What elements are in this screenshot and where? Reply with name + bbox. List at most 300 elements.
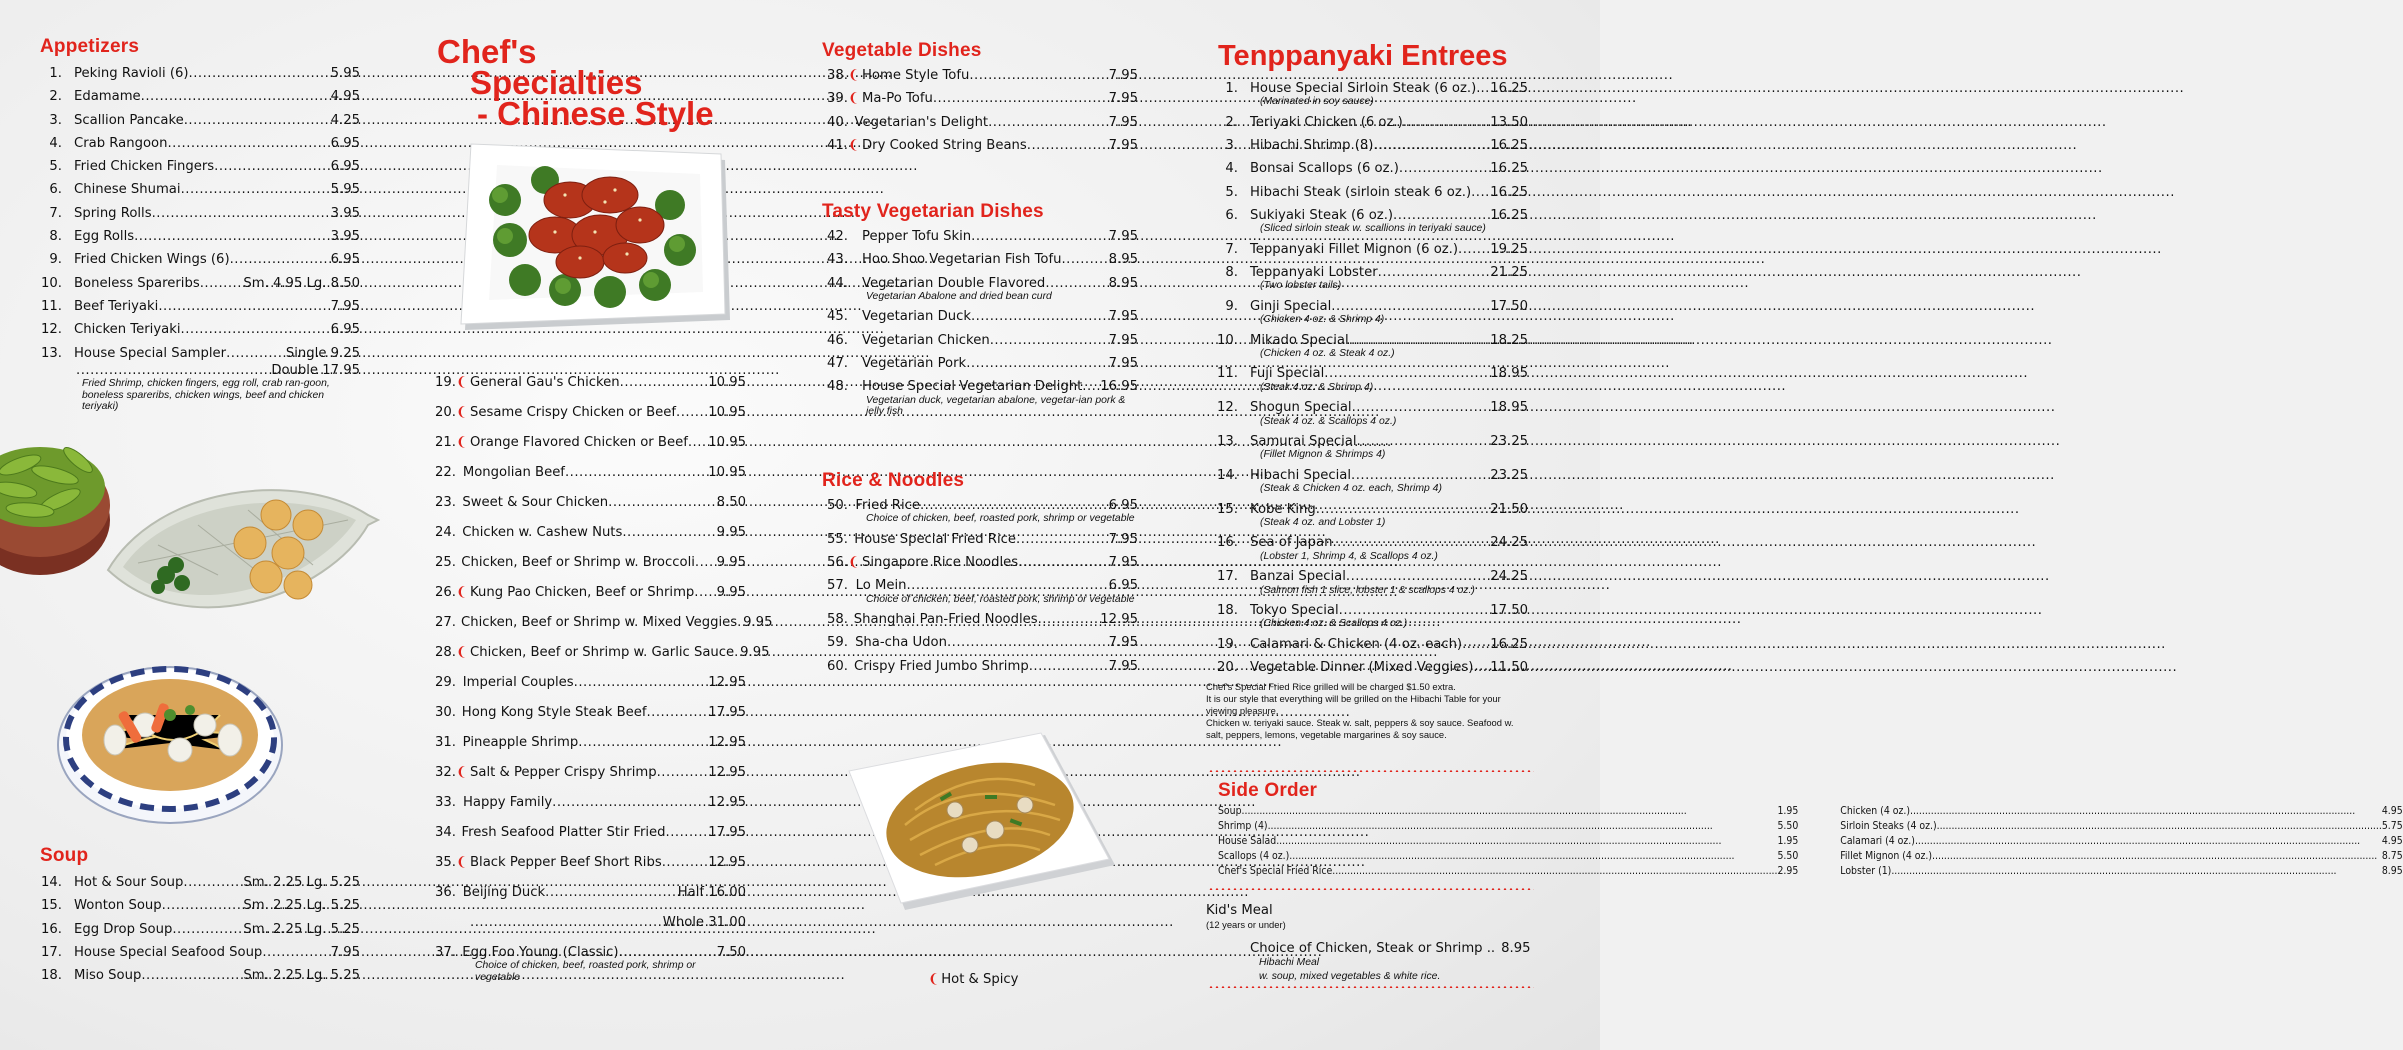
- hot-pepper-icon: ❨: [456, 375, 468, 390]
- kids-meal-item: Choice of Chicken, Steak or Shrimp .. 8.95: [1250, 940, 1531, 956]
- side-order-item: Soup ..... 1.95: [1218, 804, 1798, 819]
- item-description: Vegetarian Abalone and dried bean curd: [866, 290, 1052, 302]
- side-order-item: House Salad ..... 1.95: [1218, 834, 1798, 849]
- item-number: 14.: [1217, 467, 1238, 483]
- lo-mein-plate-photo: [845, 735, 1117, 910]
- item-number: 8.: [1225, 265, 1238, 281]
- item-price: 5.95: [330, 182, 360, 198]
- item-name: Egg Rolls: [74, 229, 135, 245]
- item-number: 34.: [435, 825, 456, 840]
- item-number: 28.: [435, 645, 456, 660]
- kids-meal-section: [1206, 903, 1536, 986]
- item-name: Chicken w. Cashew Nuts: [462, 525, 623, 540]
- item-price: 8.95: [1108, 252, 1138, 268]
- hot-pepper-icon: ❨: [928, 972, 940, 987]
- menu-item-33: [430, 788, 746, 818]
- kids-meal-age: (12 years or under): [1206, 919, 1286, 930]
- item-number: 16.: [1217, 535, 1238, 551]
- item-number: 41.: [827, 137, 848, 153]
- tasty-vegetarian-section: [822, 201, 1138, 421]
- kids-meal-divider: [1208, 986, 1534, 988]
- tenppanyaki-list: [1206, 77, 1528, 740]
- item-price: 9.95: [743, 615, 773, 630]
- tenppanyaki-notes: Chef's Special Fried Rice grilled will be charged $1.50 extra. It is our style that everything will be grilled on the Hibachi Table for your viewing pleasure. Chicken w. teriyaki sauce. Steak w. salt, peppers & soy sauce. Seafood w. salt, peppers, lemons, vegetable margarines & soy sauce.: [1206, 681, 1514, 740]
- item-name: Egg Drop Soup: [74, 921, 173, 937]
- menu-item-35: [430, 848, 746, 878]
- item-name: Tokyo Special: [1250, 603, 1339, 619]
- item-name: Beef Teriyaki: [74, 298, 159, 314]
- menu-item-36: [430, 878, 746, 908]
- item-price: 6.95: [330, 135, 360, 151]
- item-price: 7.95: [1108, 658, 1138, 674]
- item-number: 6.: [49, 182, 62, 198]
- item-price: 8.50: [716, 495, 746, 510]
- menu-item-40: [822, 111, 1138, 134]
- item-name: Boneless Spareribs: [74, 275, 200, 291]
- item-price: 18.95: [1490, 400, 1528, 416]
- item-name: Chicken, Beef or Shrimp w. Broccoli: [461, 555, 695, 570]
- menu-item-2: [1210, 111, 1528, 134]
- item-price: 4.25: [330, 112, 360, 128]
- item-price: 10.95: [708, 405, 746, 420]
- item-price: Half 16.00: [677, 885, 746, 900]
- item-number: 30.: [435, 705, 456, 720]
- item-price: 9.95: [716, 555, 746, 570]
- item-number: 16.: [41, 921, 62, 937]
- duck-whole-row: [430, 908, 746, 938]
- item-price: 12.95: [708, 855, 746, 870]
- item-name: Banzai Special: [1250, 569, 1346, 585]
- menu-item-3: [1210, 134, 1528, 157]
- item-price: 6.95: [330, 252, 360, 268]
- item-price: 16.25: [1490, 184, 1528, 200]
- item-number: 3.: [49, 112, 62, 128]
- item-description: (Chicken 4 oz. & Shrimp 4): [1260, 314, 1385, 326]
- item-number: 22.: [435, 465, 456, 480]
- side-order-divider-bottom: [1208, 888, 1534, 890]
- menu-item-45: [822, 305, 1138, 328]
- item-name: Black Pepper Beef Short Ribs: [470, 855, 662, 870]
- item-number: 17.: [1217, 569, 1238, 585]
- item-number: 10.: [1217, 332, 1238, 348]
- item-name: Teriyaki Chicken (6 oz.): [1250, 114, 1403, 130]
- side-order-item: Chef's Special Fried Rice ..... 2.95: [1218, 864, 1798, 879]
- item-number: 5.: [1225, 184, 1238, 200]
- kids-meal-line2: w. soup, mixed vegetables & white rice.: [1259, 971, 1441, 983]
- menu-item-8: [40, 225, 360, 248]
- item-price: 7.95: [1108, 68, 1138, 83]
- side-order-item: Chicken (4 oz.) ..... 4.95: [1840, 804, 2402, 819]
- menu-item-20: [1210, 656, 1528, 679]
- menu-item-25: [430, 548, 746, 578]
- item-number: 4.: [1225, 161, 1238, 177]
- duck-whole-price: Whole 31.00: [662, 915, 746, 930]
- menu-item-58: [822, 608, 1138, 631]
- item-number: 11.: [1217, 366, 1238, 382]
- item-name: Kobe King: [1250, 501, 1316, 517]
- sampler-double-price: Double 17.95: [271, 362, 360, 378]
- hot-pepper-icon: ❨: [848, 137, 860, 153]
- item-name: Bonsai Scallops (6 oz.): [1250, 161, 1399, 177]
- item-name: Vegetarian Chicken: [862, 332, 990, 348]
- item-price: 10.95: [708, 375, 746, 390]
- item-name: Ginji Special: [1250, 298, 1332, 314]
- item-name: Imperial Couples: [462, 675, 574, 690]
- item-number: 20.: [1217, 660, 1238, 676]
- item-price: 21.25: [1490, 265, 1528, 281]
- item-price: 7.95: [1108, 91, 1138, 107]
- item-price: 17.50: [1490, 298, 1528, 314]
- menu-item-30: [430, 698, 746, 728]
- item-name: Ma-Po Tofu: [862, 91, 933, 107]
- hot-pepper-icon: ❨: [848, 91, 860, 107]
- item-price: 16.25: [1490, 138, 1528, 154]
- item-price: Sm. 2.25 Lg. 5.25: [243, 875, 360, 890]
- item-name: Peking Ravioli (6): [74, 66, 189, 81]
- item-number: 3.: [1225, 138, 1238, 154]
- item-number: 13.: [41, 345, 62, 361]
- item-name: House Special Sirloin Steak (6 oz.).: [1250, 81, 1481, 96]
- item-price: 16.25: [1490, 161, 1528, 177]
- rice-noodles-heading: Rice & Noodles: [822, 470, 965, 491]
- item-number: 55.: [827, 531, 848, 547]
- item-number: 33.: [435, 795, 456, 810]
- item-description: (Chicken 4 oz. & Scallops 4 oz.): [1260, 618, 1408, 630]
- item-price: 23.25: [1490, 467, 1528, 483]
- side-order-section: [1218, 780, 2403, 879]
- item-number: 25.: [435, 555, 456, 570]
- item-name: Vegetarian Double Flavored: [862, 275, 1046, 291]
- item-price: Sm. 2.25 Lg. 5.25: [243, 898, 360, 914]
- side-order-item: Shrimp (4) ..... 5.50: [1218, 819, 1798, 834]
- item-name: Sesame Crispy Chicken or Beef: [470, 405, 677, 420]
- item-name: Miso Soup: [74, 968, 142, 984]
- item-name: Dry Cooked String Beans: [862, 137, 1027, 153]
- vegetable-dishes-heading: Vegetable Dishes: [822, 40, 982, 61]
- item-price: Sm. 2.25 Lg. 5.25: [243, 921, 360, 937]
- side-order-item: Calamari (4 oz.) ..... 4.95: [1840, 834, 2402, 849]
- menu-item-37: 37. Egg Foo Young (Classic) ..... 7.50: [430, 938, 746, 968]
- item-price: 7.95: [1108, 332, 1138, 348]
- item-description: Choice of chicken, beef, roasted pork, shrimp or vegetable: [866, 593, 1135, 605]
- item-name: Calamari & Chicken (4 oz. each): [1250, 636, 1463, 652]
- menu-item-46: [822, 329, 1138, 352]
- item-name: Sea of Japan: [1250, 535, 1333, 551]
- item-price: 10.95: [708, 435, 746, 450]
- item-name: Happy Family: [463, 795, 553, 810]
- item-price: 18.95: [1490, 366, 1528, 382]
- item-name: Hot & Sour Soup: [74, 875, 184, 890]
- item-number: 7.: [49, 205, 62, 221]
- item-description: (Sliced sirloin steak w. scallions in teriyaki sauce): [1260, 223, 1486, 235]
- item-price: 18.25: [1490, 332, 1528, 348]
- item-price: Sm. 4.95 Lg. 8.50: [243, 275, 360, 291]
- item-number: 2.: [49, 89, 62, 105]
- item-number: 56.: [827, 555, 848, 571]
- menu-item-3: [40, 109, 360, 132]
- item-name: Teppanyaki Fillet Mignon (6 oz.): [1250, 241, 1459, 257]
- item-price: 21.50: [1490, 501, 1528, 517]
- item-price: 9.95: [716, 525, 746, 540]
- item-name: Hong Kong Style Steak Beef: [461, 705, 647, 720]
- soup-list: [40, 871, 360, 987]
- item-name: Chicken, Beef or Shrimp w. Mixed Veggies: [461, 615, 738, 630]
- item-price: 11.50: [1490, 660, 1528, 676]
- rice-noodles-section: [822, 470, 1138, 678]
- item-number: 45.: [827, 309, 848, 325]
- item-name: Vegetable Dinner (Mixed Veggies): [1250, 660, 1474, 676]
- item-number: 31.: [435, 735, 456, 750]
- menu-item-55: [822, 528, 1138, 551]
- item-name: Salt & Pepper Crispy Shrimp: [470, 765, 657, 780]
- menu-item-56: [822, 551, 1138, 574]
- item-name: Edamame: [74, 89, 141, 105]
- item-description: (Two lobster tails): [1260, 280, 1342, 292]
- menu-item-5: [40, 155, 360, 178]
- item-name: Chinese Shumai: [74, 182, 181, 198]
- item-number: 57.: [827, 578, 848, 594]
- item-name: Mikado Special: [1250, 332, 1349, 348]
- item-price: 6.95: [330, 322, 360, 338]
- item-name: House Special Seafood Soup: [74, 944, 263, 960]
- menu-item-59: [822, 631, 1138, 654]
- edamame-bowl-photo: [0, 425, 110, 580]
- item-price: 7.95: [330, 298, 360, 314]
- column-appetizers-soup: [40, 36, 360, 416]
- menu-item-7: [1210, 238, 1528, 261]
- item-number: 26.: [435, 585, 456, 600]
- item-number: 1.: [49, 66, 62, 81]
- side-order-item: Scallops (4 oz.) ..... 5.50: [1218, 849, 1798, 864]
- item-number: 2.: [1225, 114, 1238, 130]
- chefs-specialties-title: Chef's Specialties - Chinese Style: [437, 33, 714, 132]
- item-price: 7.95: [1108, 635, 1138, 651]
- item-number: 21.: [435, 435, 456, 450]
- item-price: 8.95: [1108, 275, 1138, 291]
- item-name: Fried Chicken Wings (6): [74, 252, 230, 268]
- item-price: 12.95: [708, 735, 746, 750]
- appetizers-list: [40, 62, 360, 365]
- item-number: 39.: [827, 91, 848, 107]
- item-name: Hibachi Steak (sirloin steak 6 oz.): [1250, 184, 1472, 200]
- sesame-chicken-plate-photo: [445, 140, 745, 340]
- item-name: Orange Flavored Chicken or Beef: [470, 435, 688, 450]
- hot-pepper-icon: ❨: [456, 405, 468, 420]
- item-name: Vegetarian Duck: [862, 309, 971, 325]
- item-name: Chicken Teriyaki: [74, 322, 181, 338]
- item-number: 19.: [435, 375, 456, 390]
- item-price: 12.95: [708, 675, 746, 690]
- menu-item-28: [430, 638, 770, 668]
- item-number: 15.: [1217, 501, 1238, 517]
- item-description: (Steak 4 oz. & Scallops 4 oz.): [1260, 415, 1397, 427]
- item-name: Vegetarian's Delight: [854, 114, 989, 130]
- item-price: 3.95: [330, 229, 360, 245]
- item-number: 29.: [435, 675, 456, 690]
- egg-foo-description: Choice of chicken, beef, roasted pork, shrimp or vegetable: [475, 960, 696, 983]
- item-name: House Special Vegetarian Delight: [862, 379, 1083, 395]
- item-name: Pepper Tofu Skin: [862, 229, 972, 244]
- item-price: 7.95: [1108, 555, 1138, 571]
- item-price: 24.25: [1490, 569, 1528, 585]
- item-number: 8.: [49, 229, 62, 245]
- item-price: 13.50: [1490, 114, 1528, 130]
- menu-item-4: [40, 132, 360, 155]
- item-number: 15.: [41, 898, 62, 914]
- item-number: 32.: [435, 765, 456, 780]
- item-price: 6.95: [330, 159, 360, 175]
- menu-item-10: [40, 272, 360, 295]
- item-number: 36.: [435, 885, 456, 900]
- item-price: 3.95: [330, 205, 360, 221]
- item-number: 43.: [827, 252, 848, 268]
- item-price: 7.95: [1108, 355, 1138, 371]
- item-price: 7.95: [1108, 114, 1138, 130]
- item-number: 42.: [827, 229, 848, 244]
- item-description: (Chicken 4 oz. & Steak 4 oz.): [1260, 347, 1395, 359]
- item-number: 23.: [435, 495, 456, 510]
- item-number: 47.: [827, 355, 848, 371]
- side-order-divider-top: [1208, 770, 1534, 772]
- item-number: 7.: [1225, 241, 1238, 257]
- item-description: (Steak & Chicken 4 oz. each, Shrimp 4): [1260, 483, 1442, 495]
- menu-item-22: [430, 458, 746, 488]
- menu-item-6: [40, 178, 360, 201]
- side-order-grid: [1218, 804, 2403, 879]
- menu-item-31: [430, 728, 746, 758]
- menu-item-17: [40, 941, 360, 964]
- item-price: 12.95: [708, 765, 746, 780]
- item-number: 12.: [41, 322, 62, 338]
- item-name: Sweet & Sour Chicken: [462, 495, 609, 510]
- menu-item-18: [40, 964, 360, 987]
- item-price: 7.95: [330, 944, 360, 960]
- item-number: 4.: [49, 135, 62, 151]
- item-name: Shogun Special: [1250, 400, 1352, 416]
- item-price: 19.25: [1490, 241, 1528, 257]
- soup-section: [40, 845, 360, 987]
- item-number: 18.: [1217, 603, 1238, 619]
- item-price: 23.25: [1490, 434, 1528, 450]
- item-name: Teppanyaki Lobster: [1250, 265, 1378, 281]
- item-description: (Marinated in soy sauce): [1260, 96, 1374, 108]
- item-price: Single 9.25: [285, 345, 360, 361]
- menu-item-24: [430, 518, 746, 548]
- shumai-plate-photo: [98, 475, 380, 635]
- menu-item-5: [1210, 181, 1528, 204]
- item-price: Sm. 2.25 Lg. 5.25: [243, 968, 360, 984]
- item-number: 17.: [41, 944, 62, 960]
- item-price: 6.95: [1108, 498, 1138, 513]
- item-description: (Steak 4 oz. and Lobster 1): [1260, 516, 1386, 528]
- hot-pepper-icon: ❨: [456, 645, 468, 660]
- item-price: 17.50: [1490, 603, 1528, 619]
- item-description: Vegetarian duck, vegetarian abalone, vegetar-ian pork & jelly fish: [866, 394, 1126, 418]
- appetizers-heading: Appetizers: [40, 36, 140, 57]
- hot-pepper-icon: ❨: [456, 585, 468, 600]
- item-number: 50.: [827, 498, 848, 513]
- side-order-item: Fillet Mignon (4 oz.) ..... 8.75: [1840, 849, 2402, 864]
- item-price: 16.25: [1490, 636, 1528, 652]
- menu-item-11: [40, 295, 360, 318]
- kids-meal-line1: Hibachi Meal: [1259, 956, 1320, 968]
- item-name: Chicken, Beef or Shrimp w. Garlic Sauce: [470, 645, 735, 660]
- item-price: 16.25: [1490, 207, 1528, 223]
- menu-item-38: [822, 64, 1138, 87]
- menu-item-27: [430, 608, 773, 638]
- sampler-description: Fried Shrimp, chicken fingers, egg roll, crab ran-goon, boneless spareribs, chicken wings, beef and chicken teriyaki): [82, 378, 330, 413]
- menu-item-43: [822, 248, 1138, 271]
- item-number: 5.: [49, 159, 62, 175]
- item-name: Vegetarian Pork: [862, 355, 967, 371]
- item-price: 24.25: [1490, 535, 1528, 551]
- item-number: 44.: [827, 275, 848, 291]
- side-order-item: Sirloin Steaks (4 oz.) ..... 5.75: [1840, 819, 2402, 834]
- menu-item-1: [40, 62, 360, 85]
- hot-pepper-icon: ❨: [456, 435, 468, 450]
- item-price: 9.95: [740, 645, 770, 660]
- tenppanyaki-title: Tenppanyaki Entrees: [1218, 40, 1508, 72]
- item-name: Fried Chicken Fingers: [74, 159, 215, 175]
- item-name: Hibachi Shrimp (8): [1250, 138, 1374, 154]
- item-name: Crispy Fried Jumbo Shrimp: [854, 658, 1029, 674]
- menu-item-34: [430, 818, 746, 848]
- item-price: 17.95: [708, 705, 746, 720]
- menu-item-23: [430, 488, 746, 518]
- item-name: Sha-cha Udon: [855, 635, 947, 651]
- item-number: 9.: [49, 252, 62, 268]
- item-name: Singapore Rice Noodles: [862, 555, 1019, 571]
- menu-item-26: [430, 578, 746, 608]
- item-description: (Lobster 1, Shrimp 4, & Scallops 4 oz.): [1260, 550, 1438, 562]
- item-number: 46.: [827, 332, 848, 348]
- hot-spicy-legend: ❨ Hot & Spicy: [928, 972, 1019, 987]
- item-number: 60.: [827, 658, 848, 674]
- item-description: (Fillet Mignon & Shrimps 4): [1260, 449, 1386, 461]
- menu-item-42: [822, 225, 1138, 248]
- item-number: 6.: [1225, 207, 1238, 223]
- vegetable-dishes-section: [822, 40, 1138, 157]
- menu-item-4: [1210, 157, 1528, 180]
- item-name: Hibachi Special: [1250, 467, 1352, 483]
- menu-item-14: [40, 871, 360, 894]
- menu-item-9: [40, 248, 360, 271]
- item-name: Lo Mein: [855, 578, 907, 594]
- item-name: Fried Rice: [855, 498, 920, 513]
- menu-item-8: [1210, 261, 1528, 284]
- item-number: 1.: [1225, 81, 1238, 96]
- item-number: 38.: [827, 68, 848, 83]
- item-name: House Special Sampler: [74, 345, 227, 361]
- menu-item-29: [430, 668, 746, 698]
- item-price: 4.95: [330, 89, 360, 105]
- hot-pepper-icon: ❨: [456, 765, 468, 780]
- menu-item-20: [430, 398, 746, 428]
- item-name: Crab Rangoon: [74, 135, 168, 151]
- item-name: Scallion Pancake: [74, 112, 184, 128]
- menu-item-47: [822, 352, 1138, 375]
- item-number: 19.: [1217, 636, 1238, 652]
- item-number: 14.: [41, 875, 62, 890]
- item-number: 48.: [827, 379, 848, 395]
- item-price: 7.95: [1108, 137, 1138, 153]
- item-number: 11.: [41, 298, 62, 314]
- item-price: 7.95: [1108, 531, 1138, 547]
- item-name: Spring Rolls: [74, 205, 152, 221]
- item-price: 10.95: [708, 465, 746, 480]
- item-number: 20.: [435, 405, 456, 420]
- item-description: (Steak 4 oz. & Shrimp 4): [1260, 381, 1374, 393]
